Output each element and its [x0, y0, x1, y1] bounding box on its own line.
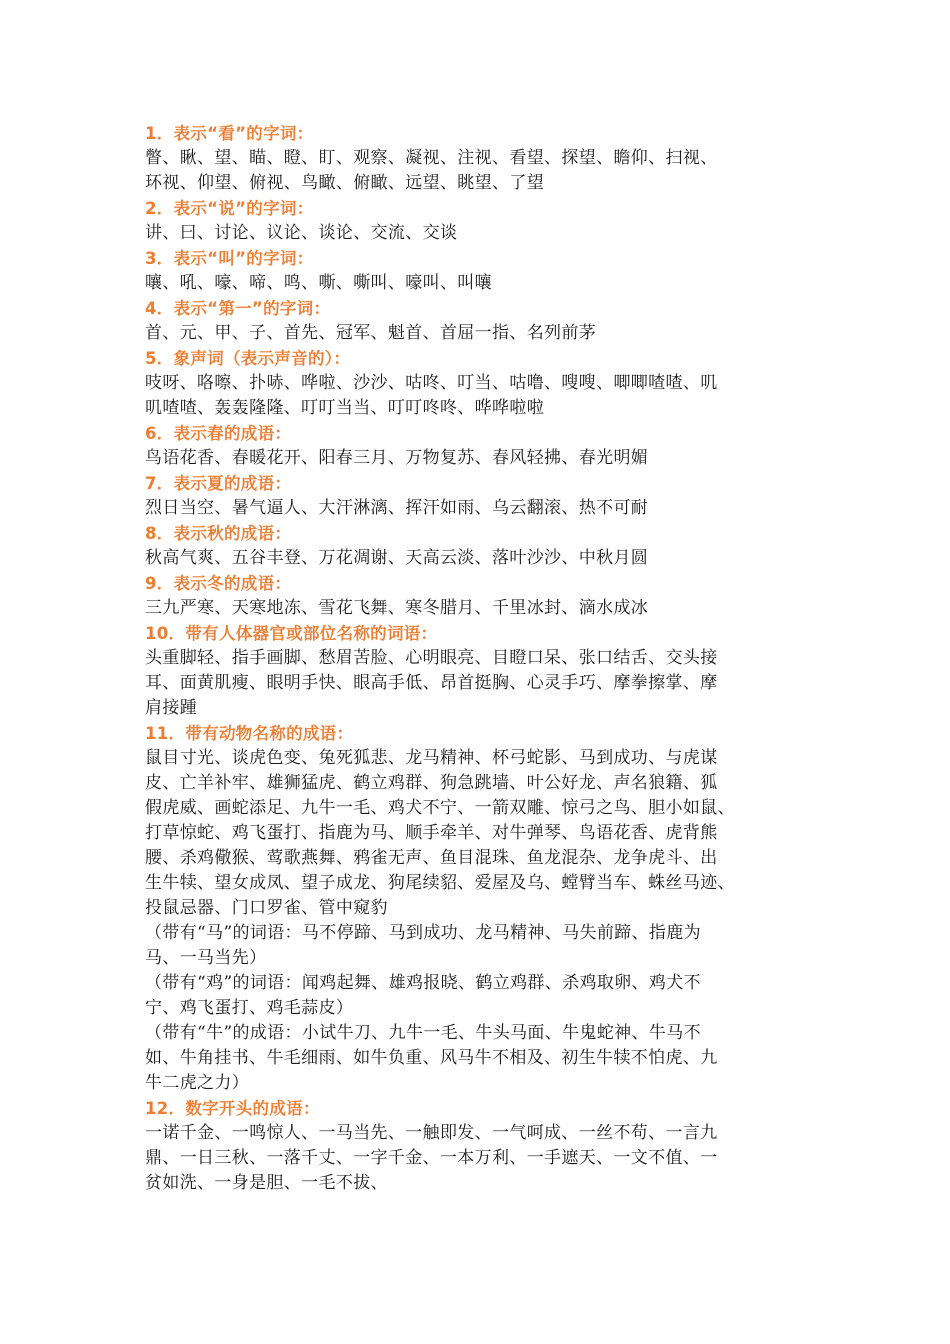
text-line: 叽喳喳、轰轰隆隆、叮叮当当、叮叮咚咚、哗哗啦啦 — [145, 398, 545, 418]
text-line: 讲、曰、讨论、议论、谈论、交流、交谈 — [145, 223, 458, 243]
section-heading: 2．表示“说”的字词： — [145, 199, 314, 218]
text-line: （带有“牛”的成语：小试牛刀、九牛一毛、牛头马面、牛鬼蛇神、牛马不 — [145, 1023, 701, 1043]
section-body — [145, 1121, 795, 1196]
section — [145, 471, 795, 521]
section-body — [145, 146, 795, 196]
section-heading: 8．表示秋的成语： — [145, 524, 292, 543]
text-line: 瞥、瞅、望、瞄、瞪、盯、观察、凝视、注视、看望、探望、瞻仰、扫视、 — [145, 148, 718, 168]
section-heading: 11．带有动物名称的成语： — [145, 724, 354, 743]
section — [145, 521, 795, 571]
section-heading: 5．象声词（表示声音的）： — [145, 349, 351, 368]
document-page — [145, 121, 795, 1196]
text-line: 吱呀、咯嚓、扑哧、哗啦、沙沙、咕咚、叮当、咕噜、嗖嗖、唧唧喳喳、叽 — [145, 373, 718, 393]
section-heading: 3．表示“叫”的字词： — [145, 249, 314, 268]
section-body — [145, 596, 795, 621]
section-heading: 12．数字开头的成语： — [145, 1099, 320, 1118]
text-line: 牛二虎之力） — [145, 1073, 250, 1093]
section-body — [145, 446, 795, 471]
text-line: 宁、鸡飞蛋打、鸡毛蒜皮） — [145, 998, 354, 1018]
section — [145, 196, 795, 246]
text-line: 烈日当空、暑气逼人、大汗淋漓、挥汗如雨、乌云翻滚、热不可耐 — [145, 498, 649, 518]
section-body — [145, 221, 795, 246]
section — [145, 1096, 795, 1196]
section — [145, 421, 795, 471]
text-line: 贫如洗、一身是胆、一毛不拔、 — [145, 1173, 388, 1193]
text-line: 如、牛角挂书、牛毛细雨、如牛负重、风马牛不相及、初生牛犊不怕虎、九 — [145, 1048, 718, 1068]
text-line: 环视、仰望、俯视、鸟瞰、俯瞰、远望、眺望、了望 — [145, 173, 545, 193]
text-line: 马、一马当先） — [145, 948, 267, 968]
text-line: 鼎、一日三秋、一落千丈、一字千金、一本万利、一手遮天、一文不值、一 — [145, 1148, 718, 1168]
text-line: 秋高气爽、五谷丰登、万花凋谢、天高云淡、落叶沙沙、中秋月圆 — [145, 548, 649, 568]
section-body — [145, 646, 795, 721]
section-body — [145, 271, 795, 296]
section-heading: 4．表示“第一”的字词： — [145, 299, 331, 318]
text-line: （带有“马”的词语：马不停蹄、马到成功、龙马精神、马失前蹄、指鹿为 — [145, 923, 701, 943]
text-line: 嚷、吼、嚎、啼、鸣、嘶、嘶叫、嚎叫、叫嚷 — [145, 273, 492, 293]
text-line: 生牛犊、望女成凤、望子成龙、狗尾续貂、爱屋及乌、螳臂当车、蛛丝马迹、 — [145, 873, 735, 893]
text-line: 头重脚轻、指手画脚、愁眉苦脸、心明眼亮、目瞪口呆、张口结舌、交头接 — [145, 648, 718, 668]
text-line: 投鼠忌器、门口罗雀、管中窥豹 — [145, 898, 388, 918]
text-line: 皮、亡羊补牢、雄狮猛虎、鹤立鸡群、狗急跳墙、叶公好龙、声名狼籍、狐 — [145, 773, 718, 793]
section — [145, 621, 795, 721]
section-body — [145, 371, 795, 421]
section-body — [145, 546, 795, 571]
section-heading: 9．表示冬的成语： — [145, 574, 292, 593]
text-line: 打草惊蛇、鸡飞蛋打、指鹿为马、顺手牵羊、对牛弹琴、鸟语花香、虎背熊 — [145, 823, 718, 843]
section-heading: 6．表示春的成语： — [145, 424, 292, 443]
text-line: 耳、面黄肌瘦、眼明手快、眼高手低、昂首挺胸、心灵手巧、摩拳擦掌、摩 — [145, 673, 718, 693]
section — [145, 121, 795, 196]
text-line: 一诺千金、一鸣惊人、一马当先、一触即发、一气呵成、一丝不苟、一言九 — [145, 1123, 718, 1143]
section — [145, 571, 795, 621]
text-line: 腰、杀鸡儆猴、莺歌燕舞、鸦雀无声、鱼目混珠、鱼龙混杂、龙争虎斗、出 — [145, 848, 718, 868]
text-line: 三九严寒、天寒地冻、雪花飞舞、寒冬腊月、千里冰封、滴水成冰 — [145, 598, 649, 618]
section — [145, 296, 795, 346]
section-body — [145, 746, 795, 1096]
text-line: （带有“鸡”的词语：闻鸡起舞、雄鸡报晓、鹤立鸡群、杀鸡取卵、鸡犬不 — [145, 973, 701, 993]
section-heading: 1．表示“看”的字词： — [145, 124, 314, 143]
section-heading: 7．表示夏的成语： — [145, 474, 292, 493]
section — [145, 721, 795, 1096]
section — [145, 346, 795, 421]
text-line: 鼠目寸光、谈虎色变、兔死狐悲、龙马精神、杯弓蛇影、马到成功、与虎谋 — [145, 748, 718, 768]
section-heading: 10．带有人体器官或部位名称的词语： — [145, 624, 438, 643]
section-body — [145, 321, 795, 346]
section-body — [145, 496, 795, 521]
text-line: 假虎威、画蛇添足、九牛一毛、鸡犬不宁、一箭双雕、惊弓之鸟、胆小如鼠、 — [145, 798, 735, 818]
text-line: 鸟语花香、春暖花开、阳春三月、万物复苏、春风轻拂、春光明媚 — [145, 448, 649, 468]
text-line: 首、元、甲、子、首先、冠军、魁首、首屈一指、名列前茅 — [145, 323, 597, 343]
text-line: 肩接踵 — [145, 698, 198, 718]
section — [145, 246, 795, 296]
